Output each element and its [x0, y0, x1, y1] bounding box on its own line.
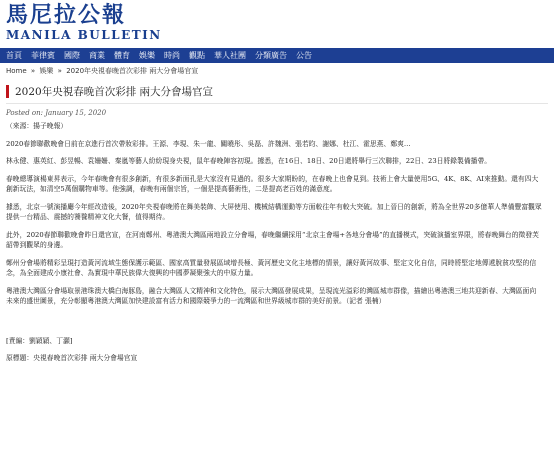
- article-paragraph: 林永健、惠英紅、彭昱暢、袁姍姍、秦嵐等藝人紛紛現身央視，鼠年春晚陣容初現。據悉，在16日、18日、20日還將舉行三次聯排，22日、23日將錄製備播帶。: [6, 157, 492, 165]
- nav-item-sports[interactable]: 體育: [114, 51, 130, 60]
- article-source: （來源：揚子晚報）: [6, 122, 68, 130]
- article-paragraph: 春晚總導演楊東昇表示，今年春晚會有很多創新，有很多新面孔是大家沒有見過的。很多大家期盼的，在春晚上也會見到。技術上會大量使用5G、4K、8K、AI來推動。還有四大創新玩法，如清空5萬個購物車等。他強調，春晚有兩個宗旨，一個是提高藝術性，二是提高老百姓的滿意度。: [6, 174, 539, 193]
- nav-item-classifieds[interactable]: 分類廣告: [255, 51, 287, 60]
- editor-credit: [責編：劉穎穎、丁灝]: [6, 336, 73, 345]
- article-paragraph: 此外，2020春節聯歡晚會昨日還官宣，在河南鄭州、粵港澳大灣區兩地設立分會場，春晚繼續採用“北京主會場+各地分會場”的直播模式，突破演播室界限，將春晚舞台的徵發芙韶帶到觀眾的身邊。: [6, 230, 539, 249]
- breadcrumb-section-link[interactable]: 娛樂: [39, 67, 54, 75]
- spacer: [6, 314, 548, 336]
- original-title: 原標題：央視春晚首次彩排 兩大分會場官宣: [6, 354, 138, 362]
- breadcrumb-current: 2020年央視春晚首次彩排 兩大分會場官宣: [66, 67, 199, 75]
- masthead: [0, 0, 554, 48]
- article-title: 2020年央視春晚首次彩排 兩大分會場官宣: [15, 86, 214, 98]
- article-paragraph: 2020春節聯歡晚會日前在京進行首次帶妝彩排。王源、李現、朱一龍、關曉彤、吳磊、許魏洲、張若昀、謝娜、杜江、霍思燕、鄭爽…: [6, 139, 411, 148]
- nav-item-home[interactable]: 首頁: [6, 51, 22, 60]
- title-accent-bar: [6, 85, 9, 98]
- article-paragraph: 鄭州分會場將精彩呈現打造黃河流域生態保護示範區、國家高質量發展區域增長極、黃河歷史文化主地標的情景，讓好黃河故事、堅定文化自信，同時將堅定地傳遞脫貧攻堅的信念，為全面建成小康社會、為實現中華民族偉大復興的中國夢凝聚強大的中原力量。: [6, 258, 537, 277]
- nav-item-announcements[interactable]: 公告: [296, 51, 312, 60]
- breadcrumb-separator: »: [30, 67, 36, 75]
- site-logo-english[interactable]: MANILA BULLETIN: [6, 28, 162, 42]
- nav-item-community[interactable]: 華人社團: [214, 51, 246, 60]
- article-paragraph: 據悉，北京一號演播廳今年經改造後，2020年央視春晚將在舞美裝飾、大屏使用、機械結構運動等方面較往年有較大突破。加上晉日的創新，將為全世界20多億華人準備豐富觀眾提供一台精品、震撼的饕餮精神文化大餐，值得期待。: [6, 202, 542, 221]
- breadcrumb-separator: »: [57, 67, 62, 75]
- nav-item-business[interactable]: 商業: [89, 51, 105, 60]
- article: [0, 79, 554, 364]
- main-nav: [0, 48, 554, 63]
- post-date: Posted on: January 15, 2020: [6, 109, 107, 117]
- nav-item-opinion[interactable]: 觀點: [189, 51, 205, 60]
- nav-item-entertainment[interactable]: 娛樂: [139, 51, 155, 60]
- breadcrumb: [0, 63, 554, 77]
- nav-item-philippines[interactable]: 菲律賓: [31, 51, 55, 60]
- nav-item-fashion[interactable]: 時尚: [164, 51, 180, 60]
- site-logo-chinese[interactable]: 馬尼拉公報: [6, 3, 127, 28]
- article-header: [6, 79, 548, 104]
- breadcrumb-home-link[interactable]: Home: [6, 67, 27, 75]
- article-paragraph: 粵港澳大灣區分會場取景港珠澳大橋白海豚島，融合大灣區人文精神和文化特色，展示大灣區發展成果，呈現流光溢彩的灣區城市群像，描繪出粵港澳三地共迎新春、大灣區面向未來的盛世圖景，充分彰顯粵港澳大灣區加快建設富有活力和國際競爭力的一流灣區和世界級城市群的美好前景。（記者 張楠）: [6, 286, 537, 305]
- nav-item-international[interactable]: 國際: [64, 51, 80, 60]
